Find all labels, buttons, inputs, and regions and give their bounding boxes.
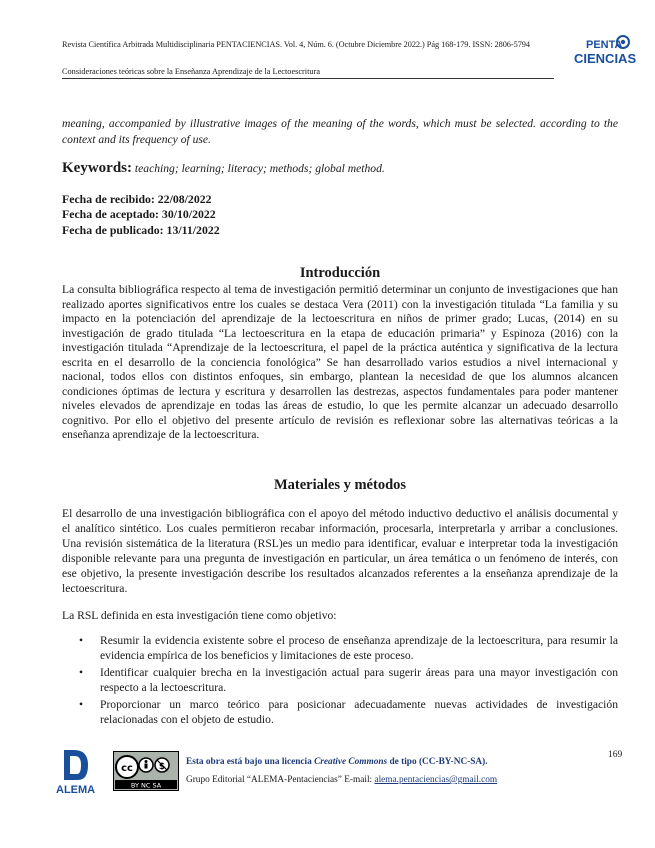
svg-text:PENTA: PENTA [586,39,623,51]
non-commercial-icon [155,758,169,772]
section-heading-materiales: Materiales y métodos [273,477,407,493]
license-name: Creative Commons [314,757,388,767]
list-item: • Resumir la evidencia existente sobre el proceso de enseñanza aprendizaje de la lectoescritura, para resumir la evidencia empírica de los beneficios y limitaciones de este proceso. [79,634,618,662]
bullet-icon: • [79,634,84,647]
objectives-list [62,634,618,729]
date-accepted: Fecha de aceptado: 30/10/2022 [62,207,216,222]
date-received: Fecha de recibido: 22/08/2022 [62,192,212,206]
publisher-contact: Grupo Editorial “ALEMA-Pentaciencias” E-mail: alema.pentaciencias@gmail.com [186,775,498,785]
creative-commons-badge [113,751,179,791]
materiales-paragraph: El desarrollo de una investigación bibliográfica con el apoyo del método inductivo deductivo el análisis documental y el analítico sintético. Los cuales permitieron recabar información, procesarla, interpretarla y arribar a conclusiones. Una revisión sistemática de la literatura (RSL)es un medio para identificar, evaluar e interpretar toda la investigación disponible relevante para una pregunta de investigación en particular, un área temática o un fenómeno de interés, con ese objetivo, la presente investigación describe los resultados alcanzados referentes a la enseñanza aprendizaje de la lectoescritura. [62,507,618,595]
license-notice: Esta obra está bajo una licencia Creative Commons de tipo (CC-BY-NC-SA). [186,757,488,767]
attribution-icon [139,758,153,772]
list-item: • Proporcionar un marco teórico para posicionar adecuadamente nuevas actividades de investigación relacionadas con el objeto de estudio. [79,697,618,726]
svg-text:$: $ [158,762,166,772]
running-title: Consideraciones teóricas sobre la Enseñanza Aprendizaje de la Lectoescritura [62,67,321,76]
alema-logo [50,746,110,796]
pentaciencias-logo [572,30,644,70]
journal-header: Revista Científica Arbitrada Multidisciplinaria PENTACIENCIAS. Vol. 4, Núm. 6. (Octubre Diciembre 2022.) Pág 168-179. ISSN: 2806-5794 [62,40,531,49]
svg-text:cc: cc [121,763,133,774]
page-number: 169 [608,750,623,760]
svg-text:BY NC SA: BY NC SA [130,781,162,790]
publication-dates [62,192,220,238]
header-divider [62,78,554,79]
keywords-label: Keywords: [62,160,132,176]
introduccion-paragraph: La consulta bibliográfica respecto al tema de investigación permitió determinar un conjunto de investigaciones que han realizado aportes significativos entre los cuales se destaca Vera (2011) con la investigación titulada “La familia y su impacto en la potenciación del aprendizaje de la lectoescritura en niños de primer grado; Lucas, (2014) en su investigación de grado titulada “La lectoescritura en la etapa de educación primaria” y Espinoza (2016) con la investigación titulada “Aprendizaje de la lectoescritura, el papel de la práctica auténtica y significativa de la lectura escrita en el desarrollo de la conciencia fonológica” Se han desarrollado varios estudios a nivel internacional y nacional, todos ellos con distintos enfoques, sin embargo, plantean la necesidad de que los alumnos alcancen condiciones óptimas de lectura y escritura y desarrollen las destrezas, aspectos fundamentales para poder mantener niveles elevados de aprendizaje en todas las áreas de estudio, lo que les permite alcanzar un adecuado desarrollo cognitivo. Por ello el objetivo del presente artículo de revisión es reflexionar sobre las alternativas teóricas a la enseñanza aprendizaje de la lectoescritura. [62,283,618,441]
email-link[interactable]: alema.pentaciencias@gmail.com [374,775,498,785]
date-published: Fecha de publicado: 13/11/2022 [62,222,220,237]
svg-text:ALEMA: ALEMA [56,784,96,796]
list-item: • Identificar cualquier brecha en la investigación actual para sugerir áreas para una mayor investigación con respecto a la lectoescritura. [79,665,618,694]
svg-text:CIENCIAS: CIENCIAS [574,51,637,66]
keywords-line [62,160,618,177]
keywords-values: teaching; learning; literacy; methods; global method. [134,162,385,175]
bullet-icon: • [79,665,84,679]
abstract-continuation: meaning, accompanied by illustrative images of the meaning of the words, which must be selected. according to the context and its frequency of use. [62,117,618,146]
section-heading-introduccion: Introducción [299,265,381,281]
bullet-icon: • [79,697,84,711]
cc-icon [116,756,138,778]
rsl-intro: La RSL definida en esta investigación tiene como objetivo: [62,609,337,622]
